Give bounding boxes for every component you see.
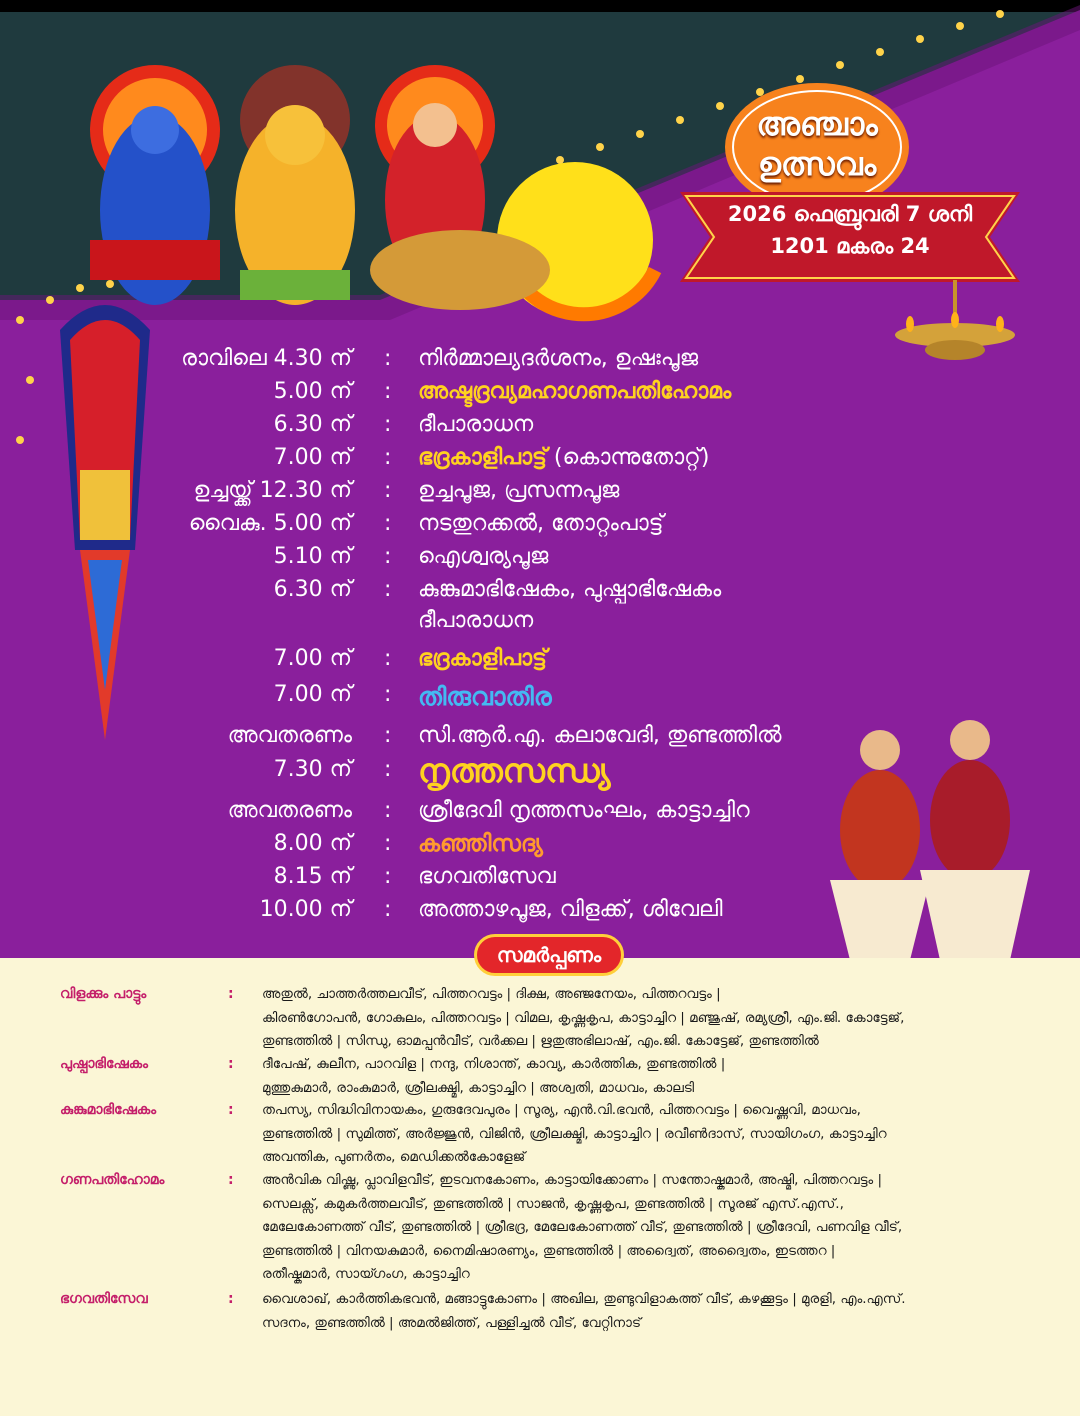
samarpanam-names <box>262 1288 1032 1335</box>
schedule-event <box>418 897 723 922</box>
schedule-event-label: തിരുവാതിര <box>418 682 552 711</box>
schedule-event-label: കഞ്ഞിസദ്യ <box>418 831 543 857</box>
schedule-row <box>0 831 1080 865</box>
schedule-event-suffix: (കൊന്നുതോറ്റ്) <box>546 445 710 470</box>
samarpanam-line: വൈശാഖ്, കാർത്തികഭവൻ, മങ്ങാട്ടുകോണം | അഖില, തുണ്ടുവിളാകത്ത് വീട്, കഴക്കൂട്ടം | മുരളി, എം.എസ്. <box>262 1291 906 1307</box>
schedule-event-label: അത്താഴപൂജ, വിളക്ക്, ശിവേലി <box>418 897 723 922</box>
schedule-time: 6.30 ന് <box>273 412 352 437</box>
schedule-event <box>418 445 709 470</box>
samarpanam-line: അൻവിക വിഷ്ണു, പ്ലാവിളവീട്, ഇടവനകോണം, കാട്ടായിക്കോണം | സന്തോഷ്കുമാർ, അഷ്മി, പിത്തറവട്ടം | <box>262 1172 883 1188</box>
schedule-event-label: കുങ്കുമാഭിഷേകം, പുഷ്പാഭിഷേകം <box>418 577 722 602</box>
schedule-row <box>0 478 1080 512</box>
schedule-colon: : <box>384 723 392 748</box>
schedule-time: രാവിലെ 4.30 ന് <box>181 346 352 371</box>
schedule-colon: : <box>384 798 392 823</box>
samarpanam-label: വിളക്കും പാട്ടും <box>60 986 147 1002</box>
schedule-event-label: നൃത്തസന്ധ്യ <box>418 751 611 790</box>
schedule-row <box>0 577 1080 633</box>
schedule-event-label: ഐശ്വര്യപൂജ <box>418 544 549 569</box>
samarpanam-line: അതുൽ, ചാത്തർത്തലവീട്, പിത്തറവട്ടം | ദിക്ഷ, അഞ്ജനേയം, പിത്തറവട്ടം | <box>262 986 721 1002</box>
schedule-event-label: അഷ്ടദ്രവ്യമഹാഗണപതിഹോമം <box>418 379 732 404</box>
schedule-event-label: ഉച്ചപൂജ, പ്രസന്നപൂജ <box>418 478 620 503</box>
schedule-event <box>418 751 611 791</box>
samarpanam-line: മേലേകോണത്ത് വീട്, തുണ്ടത്തിൽ | ശ്രീഭദ്ര, മേലേകോണത്ത് വീട്, തുണ്ടത്തിൽ | ശ്രീദേവി, പണവിള വീട്, <box>262 1219 903 1235</box>
schedule-event <box>418 346 698 371</box>
schedule-event-label: ഭദ്രകാളിപാട്ട് <box>418 445 547 470</box>
samarpanam-colon: : <box>228 1172 234 1188</box>
title-line-2: ഉത്സവം <box>757 145 877 183</box>
samarpanam-colon: : <box>228 1102 234 1118</box>
samarpanam-label: ഗണപതിഹോമം <box>60 1172 165 1188</box>
schedule-colon: : <box>384 445 392 470</box>
schedule-event <box>418 544 548 569</box>
schedule-colon: : <box>384 897 392 922</box>
schedule-colon: : <box>384 864 392 889</box>
schedule-row <box>0 751 1080 791</box>
schedule-row <box>0 646 1080 680</box>
schedule-row <box>0 346 1080 380</box>
samarpanam-line: തുണ്ടത്തിൽ | സിന്ധു, ഓമപ്പൻവീട്, വർക്കല | ഋതുഅഭിലാഷ്, എം.ജി. കോട്ടേജ്, തുണ്ടത്തിൽ <box>262 1033 819 1049</box>
schedule-event-line2: ദീപാരാധന <box>418 608 534 633</box>
samarpanam-line: സദനം, തുണ്ടത്തിൽ | അമൽജിത്ത്, പള്ളിച്ചൽ വീട്, വേറ്റിനാട് <box>262 1314 641 1331</box>
samarpanam-label: ഭഗവതിസേവ <box>60 1291 148 1307</box>
schedule-event-label: ഭദ്രകാളിപാട്ട് <box>418 646 547 671</box>
schedule-event <box>418 831 543 857</box>
samarpanam-line: അവന്തിക, പുണർതം, മെഡിക്കൽകോളേജ് <box>262 1149 526 1165</box>
schedule-time: 7.30 ന് <box>273 757 352 782</box>
schedule-event-label: നിർമ്മാല്യദർശനം, ഉഷഃപൂജ <box>418 346 699 371</box>
schedule-event <box>418 798 750 823</box>
samarpanam-colon: : <box>228 986 234 1002</box>
schedule-colon: : <box>384 831 392 856</box>
schedule-time: 10.00 ന് <box>259 897 352 922</box>
schedule-colon: : <box>384 682 392 707</box>
date-malayalam: 1201 മകരം 24 <box>770 234 930 258</box>
schedule-event <box>418 577 721 633</box>
deities-illustration <box>70 60 590 320</box>
samarpanam-names <box>262 1053 1032 1100</box>
samarpanam-names <box>262 1099 1032 1170</box>
schedule-colon: : <box>384 346 392 371</box>
schedule-event <box>418 511 664 536</box>
title-line-1: അഞ്ചാം <box>756 105 878 143</box>
schedule-row <box>0 897 1080 931</box>
schedule-time: 5.00 ന് <box>273 379 352 404</box>
title-block <box>700 104 934 184</box>
samarpanam-names <box>262 983 1032 1054</box>
schedule-colon: : <box>384 379 392 404</box>
samarpanam-names <box>262 1169 1032 1287</box>
schedule-event <box>418 478 619 503</box>
samarpanam-line: കിരൺഗോപൻ, ഗോകുലം, പിത്തറവട്ടം | വിമല, കൃഷ്ണകൃപ, കാട്ടാച്ചിറ | മഞ്ജുഷ്, രമ്യശ്രീ, എം.ജി. കോട്ടേജ്, <box>262 1009 905 1026</box>
schedule-colon: : <box>384 412 392 437</box>
schedule-time: അവതരണം <box>227 798 352 823</box>
samarpanam-label: കുങ്കുമാഭിഷേകം <box>60 1102 157 1118</box>
samarpanam-line: രതീഷ്കുമാർ, സായ്ഗംഗ, കാട്ടാച്ചിറ <box>262 1266 470 1282</box>
schedule-time: 8.15 ന് <box>273 864 352 889</box>
schedule-event <box>418 723 782 748</box>
schedule-colon: : <box>384 544 392 569</box>
schedule-row <box>0 864 1080 898</box>
schedule-colon: : <box>384 478 392 503</box>
samarpanam-colon: : <box>228 1056 234 1072</box>
samarpanam-line: മുത്തുകുമാർ, രാംകുമാർ, ശ്രീലക്ഷ്മി, കാട്ടാച്ചിറ | അശ്വതി, മാധവം, കാലടി <box>262 1079 695 1096</box>
samarpanam-colon: : <box>228 1291 234 1307</box>
schedule-row <box>0 412 1080 446</box>
samarpanam-label: പുഷ്പാഭിഷേകം <box>60 1056 149 1072</box>
schedule-event <box>418 379 731 404</box>
samarpanam-line: തപസ്യ, സിദ്ധിവിനായകം, ഗുരുദേവപുരം | സൂര്യ, എൻ.വി.ഭവൻ, പിത്തറവട്ടം | വൈഷ്ണവി, മാധവം, <box>262 1102 861 1118</box>
schedule-row <box>0 798 1080 832</box>
schedule-colon: : <box>384 757 392 782</box>
schedule-row <box>0 682 1080 716</box>
schedule-row <box>0 511 1080 545</box>
schedule-time: 7.00 ന് <box>273 646 352 671</box>
schedule-colon: : <box>384 646 392 671</box>
schedule-colon: : <box>384 577 392 602</box>
samarpanam-line: സെലക്സ്, കമുകർത്തലവീട്, തുണ്ടത്തിൽ | സാജൻ, കൃഷ്ണകൃപ, തുണ്ടത്തിൽ | സൂരജ് എസ്.എസ്., <box>262 1195 844 1212</box>
schedule-event <box>418 412 533 437</box>
schedule-event <box>418 682 552 712</box>
schedule-event <box>418 646 547 671</box>
schedule-time: 6.30 ന് <box>273 577 352 602</box>
schedule-row <box>0 379 1080 413</box>
schedule-colon: : <box>384 511 392 536</box>
schedule-event-label: ഭഗവതിസേവ <box>418 864 556 889</box>
samarpanam-heading: സമർപ്പണം <box>474 934 624 976</box>
samarpanam-line: തുണ്ടത്തിൽ | വിനയകുമാർ, നൈമിഷാരണ്യം, തുണ്ടത്തിൽ | അദ്വൈത്, അദ്വൈതം, ഇടത്തറ | <box>262 1242 836 1259</box>
schedule-time: ഉച്ചയ്ക്ക് 12.30 ന് <box>193 478 352 503</box>
schedule-time: 5.10 ന് <box>273 544 352 569</box>
schedule-time: വൈകു. 5.00 ന് <box>188 511 352 536</box>
schedule-event-label: സി.ആർ.എ. കലാവേദി, തുണ്ടത്തിൽ <box>418 723 782 748</box>
schedule-event-label: നടതുറക്കൽ, തോറ്റംപാട്ട് <box>418 511 664 536</box>
schedule-time: 8.00 ന് <box>273 831 352 856</box>
date-gregorian: 2026 ഫെബ്രുവരി 7 ശനി <box>727 202 973 226</box>
schedule-time: 7.00 ന് <box>273 682 352 707</box>
schedule-row <box>0 544 1080 578</box>
schedule-event <box>418 864 556 889</box>
schedule-time: അവതരണം <box>227 723 352 748</box>
schedule-row <box>0 445 1080 479</box>
schedule-time: 7.00 ന് <box>273 445 352 470</box>
schedule-event-label: ശ്രീദേവി നൃത്തസംഘം, കാട്ടാച്ചിറ <box>418 798 750 823</box>
samarpanam-line: തുണ്ടത്തിൽ | സുമിത്ത്, അർജ്ജുൻ, വിജിൻ, ശ്രീലക്ഷ്മി, കാട്ടാച്ചിറ | രവീൺദാസ്, സായിഗംഗ, കാട്ടാച്ചിറ <box>262 1125 887 1142</box>
schedule-event-label: ദീപാരാധന <box>418 412 534 437</box>
samarpanam-line: ദീപേഷ്, കുലീന, പാറവിള | നന്ദു, നിശാന്ത്, കാവ്യ, കാർത്തിക, തുണ്ടത്തിൽ | <box>262 1056 726 1072</box>
